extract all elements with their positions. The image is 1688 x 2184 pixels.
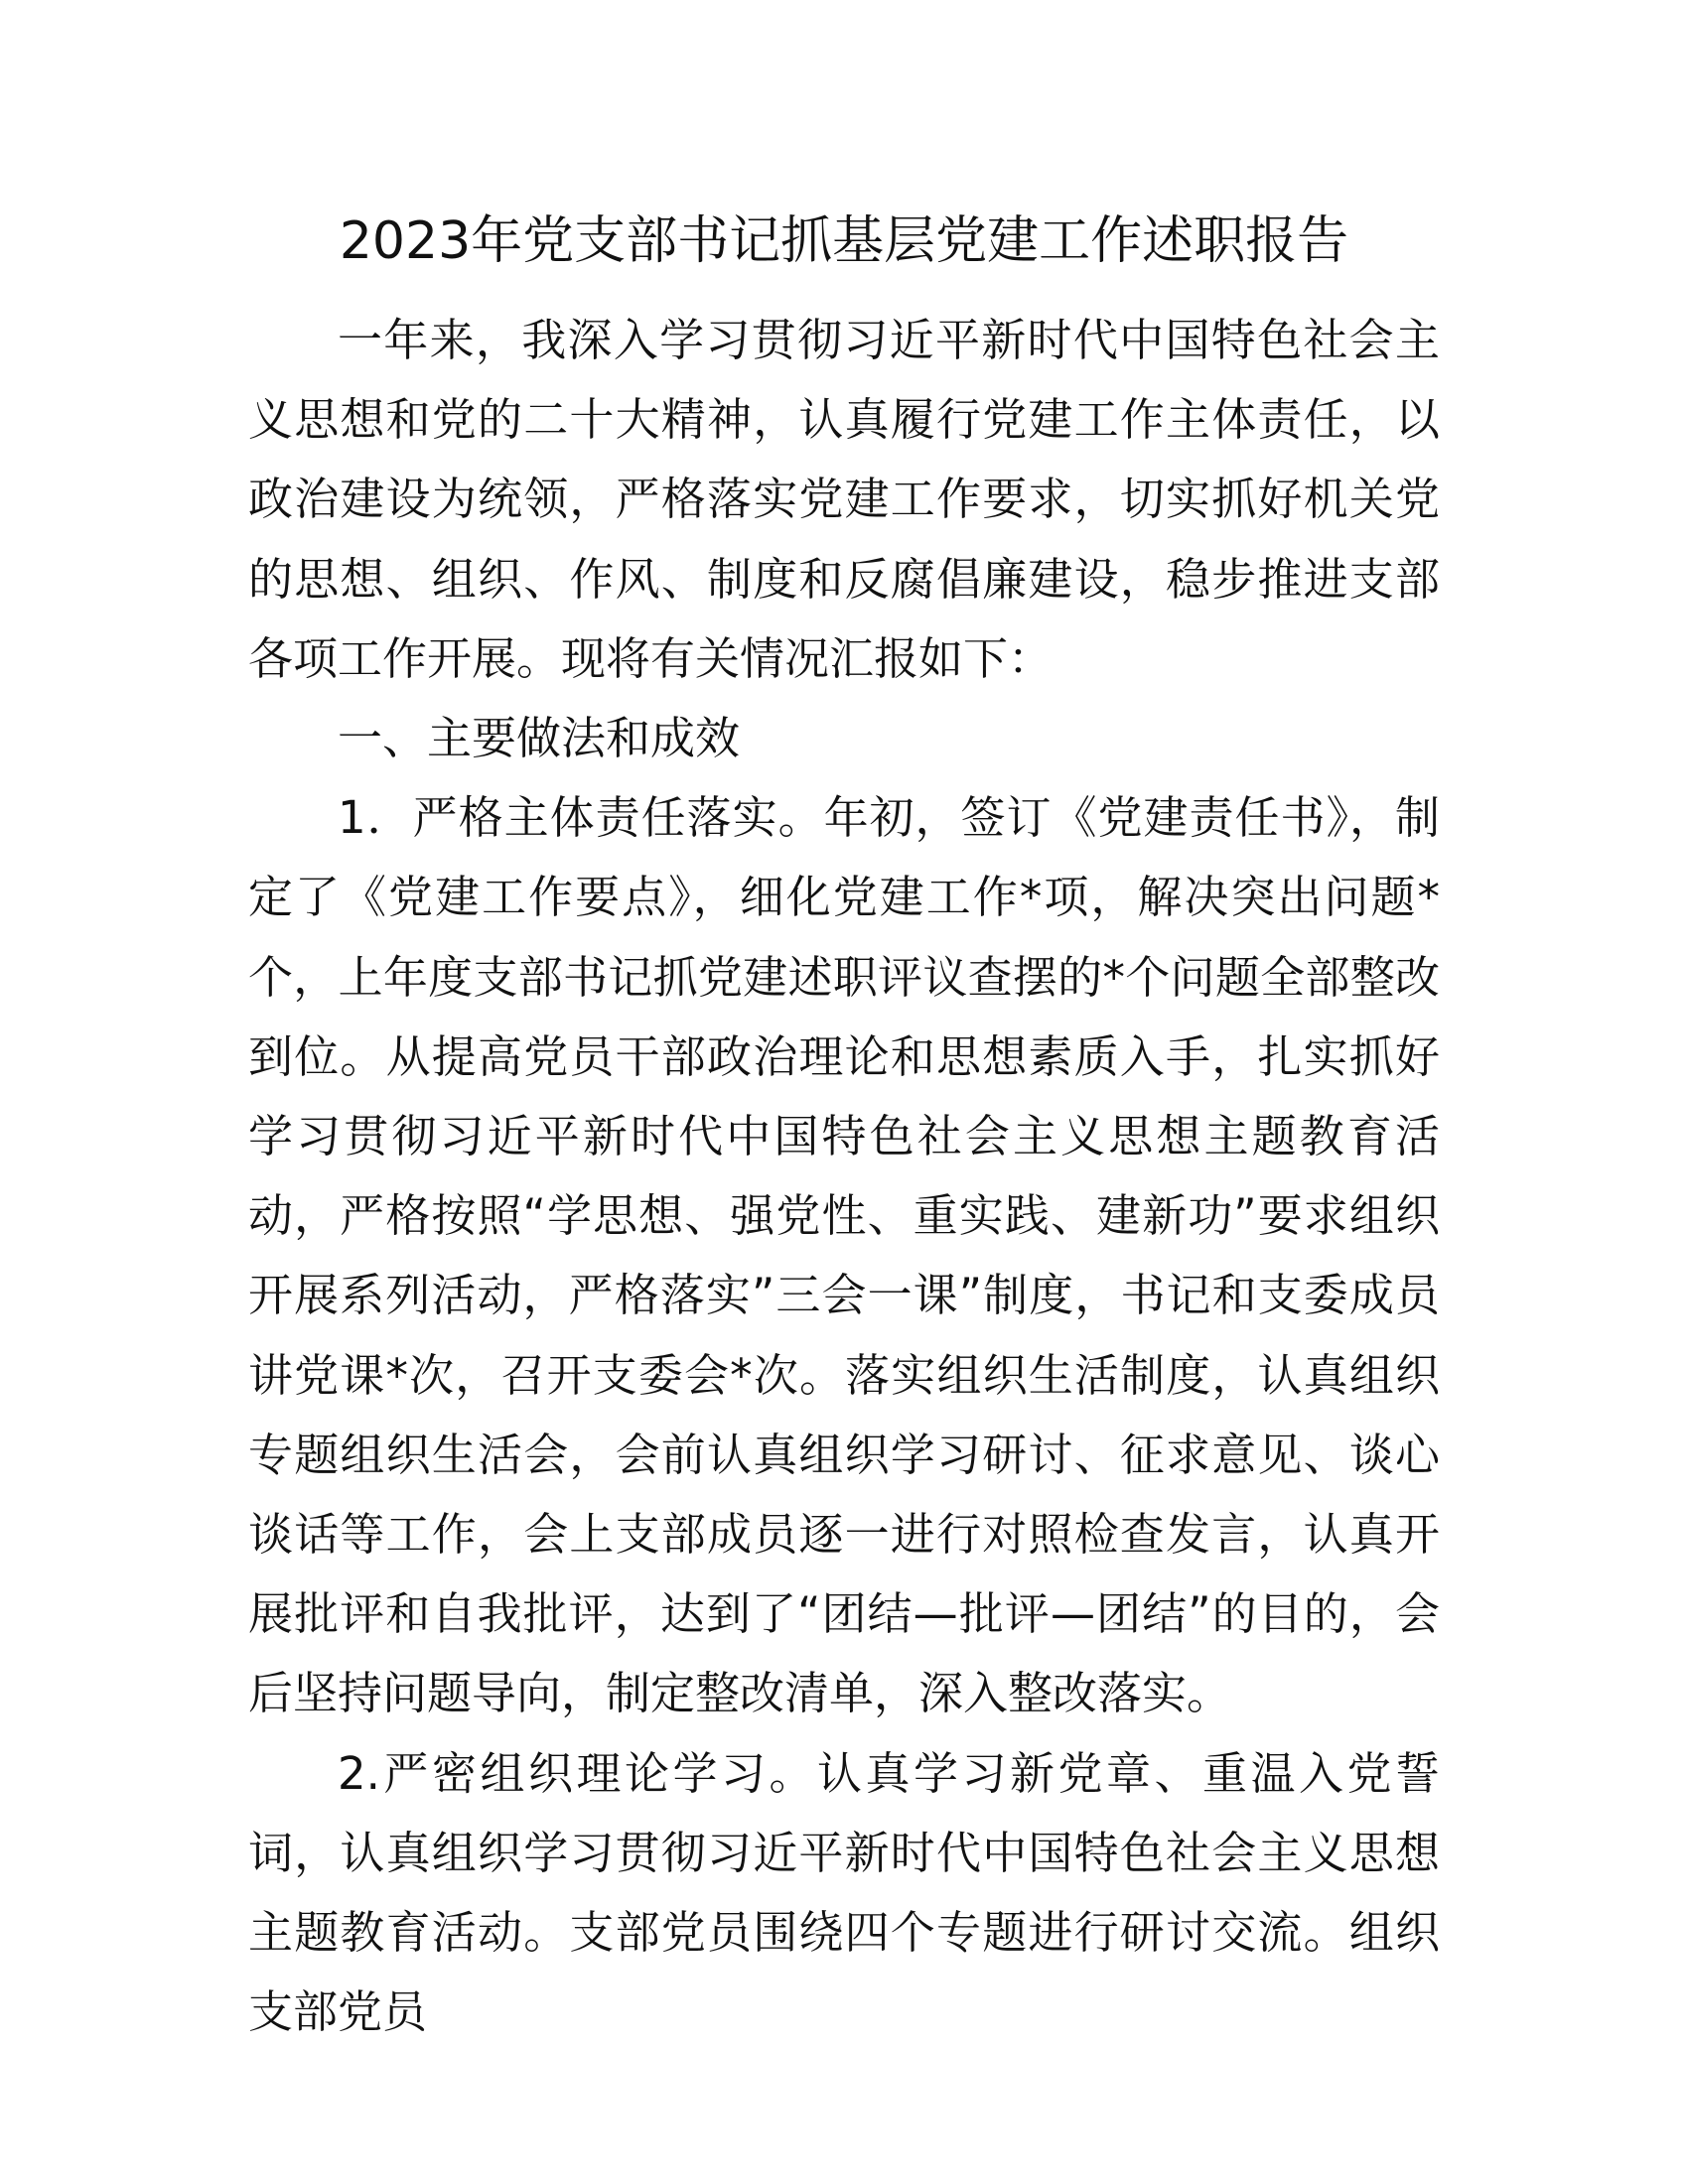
item-paragraph-2: 2.严密组织理论学习。认真学习新党章、重温入党誓词，认真组织学习贯彻习近平新时代中国特色社会主义思想主题教育活动。支部党员围绕四个专题进行研讨交流。组织支部党员	[248, 1746, 1440, 2039]
intro-paragraph: 一年来，我深入学习贯彻习近平新时代中国特色社会主义思想和党的二十大精神，认真履行党建工作主体责任，以政治建设为统领，严格落实党建工作要求，切实抓好机关党的思想、组织、作风、制度和反腐倡廉建设，稳步推进支部各项工作开展。现将有关情况汇报如下：	[248, 314, 1440, 685]
document-title: 2023年党支部书记抓基层党建工作述职报告	[339, 211, 1349, 271]
item-paragraph-1: 1．严格主体责任落实。年初，签订《党建责任书》，制定了《党建工作要点》，细化党建工作*项，解决突出问题*个，上年度支部书记抓党建述职评议查摆的*个问题全部整改到位。从提高党员干部政治理论和思想素质入手，扎实抓好学习贯彻习近平新时代中国特色社会主义思想主题教育活动，严格按照“学思想、强党性、重实践、建新功”要求组织开展系列活动，严格落实”三会一课”制度，书记和支委成员讲党课*次，召开支委会*次。落实组织生活制度，认真组织专题组织生活会，会前认真组织学习研讨、征求意见、谈心谈话等工作，会上支部成员逐一进行对照检查发言，认真开展批评和自我批评，达到了“团结—批评—团结”的目的，会后坚持问题导向，制定整改清单，深入整改落实。	[248, 791, 1440, 1720]
section-heading: 一、主要做法和成效	[338, 712, 741, 765]
document-body	[248, 301, 1440, 2052]
